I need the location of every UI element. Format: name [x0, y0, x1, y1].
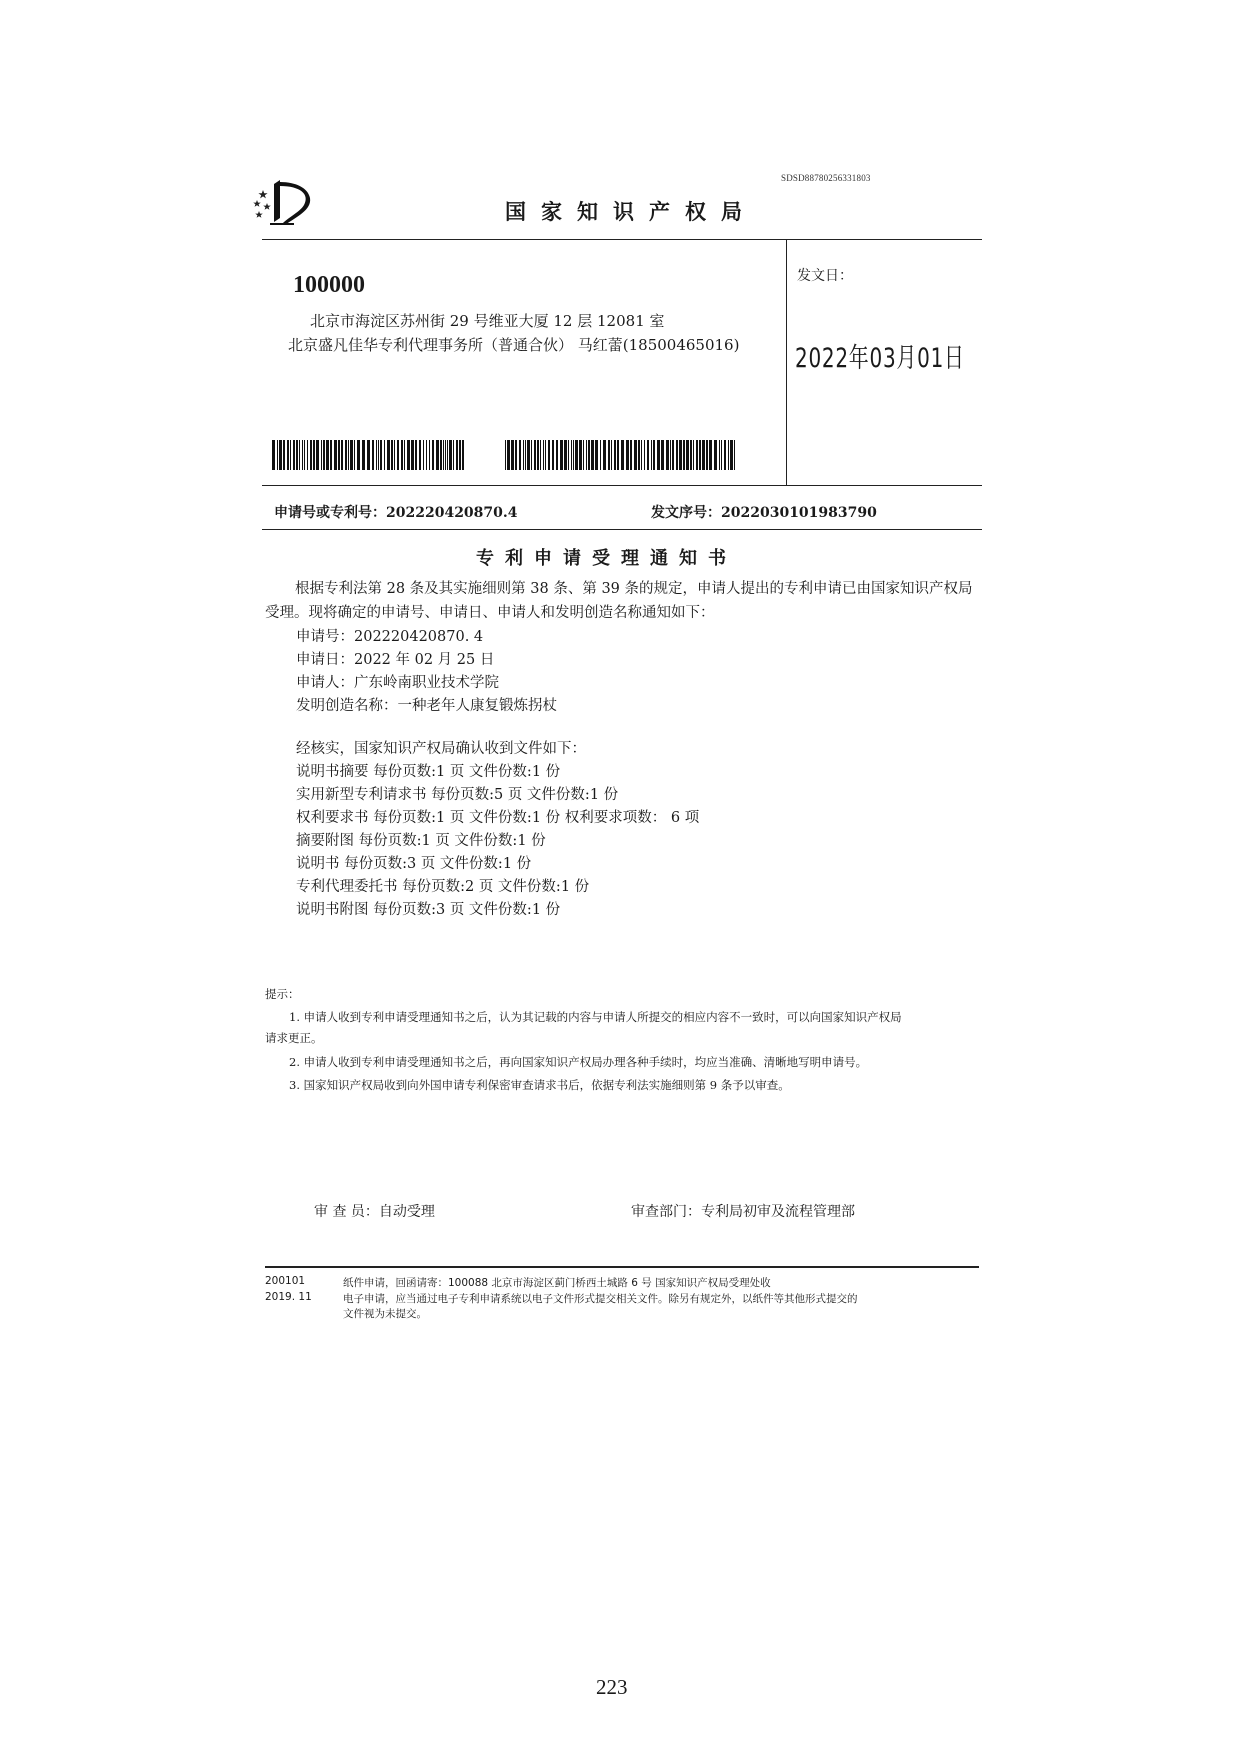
- barcode-bar: [583, 440, 584, 470]
- page-number: 223: [596, 1675, 628, 1699]
- barcode-bar: [728, 440, 729, 470]
- barcode-bar: [586, 440, 587, 470]
- footer-line: 文件视为未提交。: [343, 1308, 427, 1320]
- barcode-bar: [721, 440, 722, 470]
- barcode-bar: [411, 440, 414, 470]
- barcode-bar: [634, 440, 637, 470]
- barcode-bar: [603, 440, 606, 470]
- barcode-bar: [462, 440, 464, 470]
- document-item: 说明书摘要 每份页数:1 页 文件份数:1 份: [296, 764, 561, 780]
- document-item: 专利代理委托书 每份页数:2 页 文件份数:1 份: [296, 879, 590, 895]
- barcode-bar: [323, 440, 325, 470]
- barcode-bar: [709, 440, 712, 470]
- barcode-bar: [644, 440, 645, 470]
- barcode-bar: [423, 440, 424, 470]
- barcode-bar: [341, 440, 343, 470]
- barcode-bar: [714, 440, 717, 470]
- barcode-bar: [595, 440, 598, 470]
- postcode: 100000: [293, 272, 365, 298]
- barcode-bar: [560, 440, 563, 470]
- field-applicant: 申请人：广东岭南职业技术学院: [296, 675, 499, 691]
- barcode-bar: [354, 440, 355, 470]
- header-rule: [262, 239, 982, 240]
- document-item: 实用新型专利请求书 每份页数:5 页 文件份数:1 份: [296, 787, 619, 803]
- barcode-bar: [362, 440, 365, 470]
- barcode-bar: [588, 440, 590, 470]
- barcode-bar: [384, 440, 385, 470]
- document-item: 说明书附图 每份页数:3 页 文件份数:1 份: [296, 902, 561, 918]
- barcode-bar: [670, 440, 671, 470]
- barcode-bar: [350, 440, 353, 470]
- barcode-bar: [683, 440, 685, 470]
- footer-rule: [265, 1266, 979, 1268]
- barcode-bar: [436, 440, 439, 470]
- barcode-bar: [459, 440, 461, 470]
- barcode-bar: [534, 440, 536, 470]
- barcode-bar: [545, 440, 546, 470]
- form-code: 200101: [265, 1275, 306, 1287]
- barcode-bar: [537, 440, 539, 470]
- field-filing-date: 申请日：2022 年 02 月 25 日: [296, 652, 495, 668]
- document-item: 摘要附图 每份页数:1 页 文件份数:1 份: [296, 833, 546, 849]
- footer-line: 电子申请，应当通过电子专利申请系统以电子文件形式提交相关文件。除另有规定外，以纸件等其他形式提交的: [343, 1293, 858, 1305]
- barcode-bar: [525, 440, 526, 470]
- barcode-bar: [348, 440, 349, 470]
- barcode-bar: [345, 440, 347, 470]
- barcode-bar: [456, 440, 458, 470]
- barcode-bar: [432, 440, 434, 470]
- barcode-bar: [326, 440, 329, 470]
- application-number: [274, 502, 518, 522]
- barcode-bar: [338, 440, 340, 470]
- dispatch-serial: [651, 502, 877, 522]
- barcode-bar: [617, 440, 619, 470]
- barcode-bar: [626, 440, 629, 470]
- barcode-bar: [690, 440, 692, 470]
- barcode-bar: [591, 440, 594, 470]
- barcode-bar: [686, 440, 689, 470]
- dispatch-date-label: 发文日：: [797, 268, 853, 284]
- field-invention-title: 发明创造名称：一种老年人康复锻炼拐杖: [296, 698, 557, 714]
- barcode-bar: [515, 440, 517, 470]
- barcode-bar: [679, 440, 682, 470]
- barcode-bar: [283, 440, 285, 470]
- barcode-bar: [621, 440, 624, 470]
- notice-title: 专利申请受理通知书: [476, 548, 737, 569]
- barcode-bar: [445, 440, 446, 470]
- field-application-number: 申请号：202220420870. 4: [296, 629, 484, 645]
- barcode-bar: [304, 440, 305, 470]
- barcode-bar: [611, 440, 612, 470]
- address-block-rule: [262, 485, 982, 486]
- barcode-bar: [372, 440, 374, 470]
- barcode-bar: [548, 440, 550, 470]
- barcode-bar: [378, 440, 379, 470]
- barcode-bar: [357, 440, 360, 470]
- barcode-bar: [429, 440, 430, 470]
- barcode-bar: [653, 440, 655, 470]
- application-number-label: 申请号或专利号：: [274, 505, 386, 521]
- barcode-bar: [552, 440, 554, 470]
- barcode-bar: [630, 440, 632, 470]
- barcode-bar: [641, 440, 642, 470]
- barcode-bar: [543, 440, 544, 470]
- barcode-bar: [571, 440, 572, 470]
- document-item: 说明书 每份页数:3 页 文件份数:1 份: [296, 856, 532, 872]
- barcode-bar: [661, 440, 664, 470]
- barcode-bar: [443, 440, 444, 470]
- barcode-bar: [367, 440, 370, 470]
- document-item: 权利要求书 每份页数:1 页 文件份数:1 份 权利要求项数： 6 项: [296, 810, 700, 826]
- dispatch-date: 2022年03月01日: [795, 343, 965, 374]
- barcode-bar: [404, 440, 405, 470]
- barcode-bar: [540, 440, 541, 470]
- barcode-bar: [299, 440, 300, 470]
- barcode-bar: [321, 440, 322, 470]
- dispatch-serial-value: 2022030101983790: [721, 505, 877, 521]
- barcode-bar: [531, 440, 532, 470]
- barcode-bar: [272, 440, 275, 470]
- barcode-bar: [724, 440, 726, 470]
- barcode-bar: [614, 440, 616, 470]
- examiner: 审 查 员：自动受理: [314, 1204, 435, 1220]
- barcode-bar: [449, 440, 452, 470]
- barcode-bar: [505, 440, 506, 470]
- agent-name: 北京盛凡佳华专利代理事务所（普通合伙） 马红蕾(18500465016): [288, 336, 740, 354]
- barcode-bar: [277, 440, 278, 470]
- barcode-bar: [579, 440, 582, 470]
- confirmation-text: 经核实，国家知识产权局确认收到文件如下：: [296, 741, 586, 757]
- cnipa-logo: [252, 178, 316, 228]
- barcode-bar: [651, 440, 652, 470]
- barcode-bar: [330, 440, 332, 470]
- barcode-bar: [380, 440, 382, 470]
- column-divider: [786, 239, 787, 485]
- note-item-continued: 请求更正。: [265, 1031, 323, 1045]
- barcode-bar: [527, 440, 530, 470]
- barcode-bar: [302, 440, 303, 470]
- numbers-rule: [262, 529, 982, 530]
- barcode-bar: [419, 440, 421, 470]
- barcode-bar: [734, 440, 735, 470]
- barcode-bar: [293, 440, 295, 470]
- notes-label: 提示：: [265, 987, 300, 1001]
- barcode-bar: [440, 440, 442, 470]
- barcode-bar: [556, 440, 558, 470]
- barcode-bar: [426, 440, 427, 470]
- barcode-bar: [657, 440, 660, 470]
- barcode-bar: [523, 440, 524, 470]
- barcode-bar: [706, 440, 708, 470]
- note-item: 3. 国家知识产权局收到向外国申请专利保密审查请求书后，依据专利法实施细则第 9 条予以审查。: [289, 1078, 790, 1092]
- barcode-bar: [564, 440, 567, 470]
- barcode-bar: [313, 440, 315, 470]
- barcode-bar: [391, 440, 393, 470]
- barcode-bar: [507, 440, 510, 470]
- barcode-bar: [334, 440, 337, 470]
- barcode-bar: [672, 440, 674, 470]
- barcode-bar: [702, 440, 705, 470]
- footer-line: 纸件申请，回函请寄：100088 北京市海淀区蓟门桥西土城路 6 号 国家知识产权局受理处收: [343, 1277, 771, 1289]
- barcode-bar: [730, 440, 733, 470]
- dispatch-serial-label: 发文序号：: [651, 505, 721, 521]
- barcode-left: [272, 440, 466, 470]
- barcode-bar: [638, 440, 640, 470]
- barcode-bar: [401, 440, 403, 470]
- barcode-bar: [719, 440, 720, 470]
- barcode-right: [505, 440, 737, 470]
- form-version: 2019. 11: [265, 1291, 312, 1303]
- agency-name: 国家知识产权局: [505, 200, 757, 224]
- barcode-bar: [407, 440, 410, 470]
- barcode-bar: [696, 440, 698, 470]
- barcode-bar: [296, 440, 298, 470]
- barcode-bar: [307, 440, 308, 470]
- barcode-bar: [575, 440, 578, 470]
- barcode-bar: [647, 440, 649, 470]
- barcode-bar: [608, 440, 610, 470]
- barcode-bar: [699, 440, 701, 470]
- barcode-bar: [600, 440, 601, 470]
- mailing-address: 北京市海淀区苏州街 29 号维亚大厦 12 层 12081 室: [310, 312, 665, 330]
- note-item: 1. 申请人收到专利申请受理通知书之后，认为其记载的内容与申请人所提交的相应内容不一致时，可以向国家知识产权局: [289, 1010, 902, 1024]
- barcode-bar: [568, 440, 569, 470]
- barcode-bar: [676, 440, 678, 470]
- notice-paragraph: 根据专利法第 28 条及其实施细则第 38 条、第 39 条的规定，申请人提出的专利申请已由国家知识产权局受理。现将确定的申请号、申请日、申请人和发明创造名称通知如下：: [265, 581, 973, 621]
- barcode-bar: [666, 440, 669, 470]
- barcode-bar: [316, 440, 319, 470]
- barcode-bar: [519, 440, 521, 470]
- note-item: 2. 申请人收到专利申请受理通知书之后，再向国家知识产权局办理各种手续时，均应当准确、清晰地写明申请号。: [289, 1055, 868, 1069]
- barcode-bar: [290, 440, 291, 470]
- barcode-bar: [573, 440, 574, 470]
- barcode-bar: [394, 440, 395, 470]
- barcode-bar: [387, 440, 390, 470]
- barcode-bar: [511, 440, 514, 470]
- barcode-bar: [415, 440, 417, 470]
- examination-department: 审查部门：专利局初审及流程管理部: [631, 1204, 855, 1220]
- barcode-bar: [693, 440, 694, 470]
- barcode-bar: [447, 440, 448, 470]
- barcode-bar: [279, 440, 282, 470]
- application-number-value: 202220420870.4: [386, 505, 518, 521]
- barcode-bar: [310, 440, 312, 470]
- barcode-bar: [453, 440, 454, 470]
- barcode-bar: [376, 440, 377, 470]
- barcode-bar: [287, 440, 289, 470]
- document-serial: SDSD88780256331803: [781, 173, 871, 183]
- barcode-bar: [397, 440, 399, 470]
